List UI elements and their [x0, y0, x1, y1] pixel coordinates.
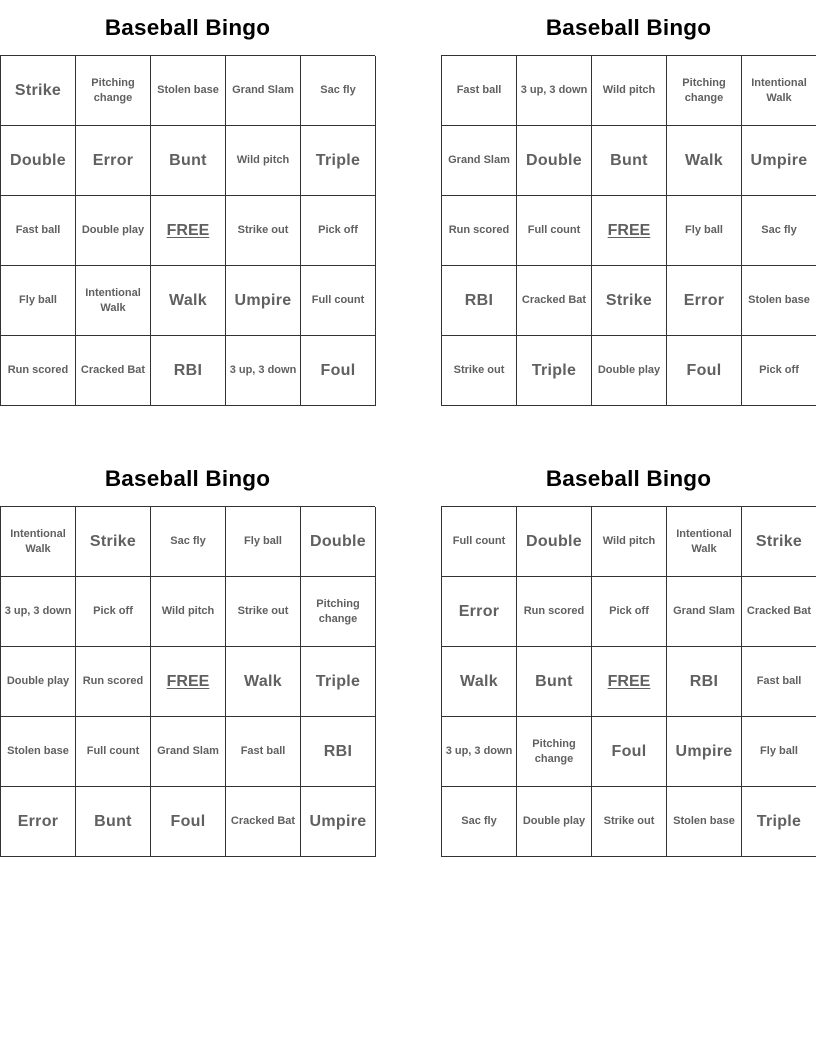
bingo-cell: Foul: [592, 717, 667, 787]
bingo-grid: [0, 55, 375, 406]
bingo-cell: Double: [517, 126, 592, 196]
bingo-card: [0, 0, 375, 406]
bingo-card: [441, 451, 816, 857]
bingo-cell: Walk: [226, 647, 301, 717]
bingo-cell: Intentional Walk: [742, 56, 816, 126]
bingo-grid: [441, 55, 816, 406]
bingo-cell: Double play: [76, 196, 151, 266]
bingo-cell: Intentional Walk: [76, 266, 151, 336]
bingo-cell: Cracked Bat: [517, 266, 592, 336]
bingo-cell: Fast ball: [442, 56, 517, 126]
bingo-cell: Full count: [517, 196, 592, 266]
bingo-cell: RBI: [301, 717, 376, 787]
bingo-cell: Error: [442, 577, 517, 647]
bingo-cell: Fly ball: [1, 266, 76, 336]
bingo-cell: Triple: [517, 336, 592, 406]
bingo-card: [0, 451, 375, 857]
bingo-cell: Run scored: [442, 196, 517, 266]
bingo-cell: Strike: [592, 266, 667, 336]
bingo-cell: Pitching change: [76, 56, 151, 126]
bingo-cell: Strike out: [442, 336, 517, 406]
bingo-grid: [0, 506, 375, 857]
bingo-cell: Error: [76, 126, 151, 196]
bingo-cell: Pitching change: [517, 717, 592, 787]
free-space: FREE: [592, 647, 667, 717]
bingo-cell: Cracked Bat: [226, 787, 301, 857]
bingo-cell: Double: [517, 507, 592, 577]
bingo-cell: Stolen base: [742, 266, 816, 336]
bingo-cell: Sac fly: [442, 787, 517, 857]
bingo-cell: Umpire: [742, 126, 816, 196]
bingo-cell: Fly ball: [226, 507, 301, 577]
bingo-cell: Run scored: [517, 577, 592, 647]
bingo-cell: Full count: [301, 266, 376, 336]
bingo-cell: Fast ball: [742, 647, 816, 717]
bingo-cell: Fly ball: [667, 196, 742, 266]
bingo-cell: Bunt: [517, 647, 592, 717]
free-space: FREE: [592, 196, 667, 266]
bingo-cell: Foul: [301, 336, 376, 406]
bingo-cell: RBI: [667, 647, 742, 717]
bingo-card: [441, 0, 816, 406]
bingo-cell: Cracked Bat: [742, 577, 816, 647]
bingo-cell: Umpire: [226, 266, 301, 336]
card-title: Baseball Bingo: [545, 466, 712, 491]
bingo-cell: Stolen base: [151, 56, 226, 126]
bingo-cell: Error: [667, 266, 742, 336]
bingo-cell: Walk: [667, 126, 742, 196]
bingo-cell: Triple: [742, 787, 816, 857]
bingo-cell: Triple: [301, 126, 376, 196]
bingo-cell: 3 up, 3 down: [517, 56, 592, 126]
bingo-cell: Grand Slam: [226, 56, 301, 126]
bingo-cell: Foul: [667, 336, 742, 406]
bingo-cell: Strike out: [226, 196, 301, 266]
bingo-cell: Bunt: [76, 787, 151, 857]
bingo-cell: Pick off: [592, 577, 667, 647]
bingo-cell: Fly ball: [742, 717, 816, 787]
bingo-cell: Intentional Walk: [1, 507, 76, 577]
card-title: Baseball Bingo: [104, 466, 271, 491]
bingo-cell: Foul: [151, 787, 226, 857]
bingo-cell: Strike out: [592, 787, 667, 857]
bingo-cell: RBI: [151, 336, 226, 406]
bingo-cell: Error: [1, 787, 76, 857]
bingo-cell: Umpire: [301, 787, 376, 857]
bingo-cell: Umpire: [667, 717, 742, 787]
bingo-cell: Double play: [517, 787, 592, 857]
bingo-cell: Stolen base: [667, 787, 742, 857]
bingo-cell: 3 up, 3 down: [442, 717, 517, 787]
bingo-cell: Full count: [442, 507, 517, 577]
bingo-cell: Grand Slam: [667, 577, 742, 647]
bingo-grid: [441, 506, 816, 857]
bingo-cell: Pitching change: [667, 56, 742, 126]
bingo-cell: Wild pitch: [226, 126, 301, 196]
card-title: Baseball Bingo: [104, 15, 271, 40]
bingo-cell: Double: [1, 126, 76, 196]
bingo-cell: Wild pitch: [592, 56, 667, 126]
bingo-cell: Sac fly: [151, 507, 226, 577]
bingo-cell: Double play: [1, 647, 76, 717]
free-space: FREE: [151, 196, 226, 266]
bingo-cell: Strike: [1, 56, 76, 126]
bingo-cell: Pick off: [76, 577, 151, 647]
bingo-cell: Cracked Bat: [76, 336, 151, 406]
bingo-cell: Walk: [442, 647, 517, 717]
bingo-cell: Grand Slam: [442, 126, 517, 196]
bingo-cell: Run scored: [76, 647, 151, 717]
bingo-cell: Strike: [742, 507, 816, 577]
bingo-cell: Wild pitch: [592, 507, 667, 577]
bingo-cell: Walk: [151, 266, 226, 336]
bingo-cell: Intentional Walk: [667, 507, 742, 577]
bingo-cell: 3 up, 3 down: [226, 336, 301, 406]
bingo-cell: Sac fly: [742, 196, 816, 266]
bingo-cell: 3 up, 3 down: [1, 577, 76, 647]
bingo-cell: Stolen base: [1, 717, 76, 787]
bingo-cell: Fast ball: [1, 196, 76, 266]
bingo-cell: Triple: [301, 647, 376, 717]
bingo-cell: Double play: [592, 336, 667, 406]
bingo-cell: Bunt: [592, 126, 667, 196]
bingo-cell: Pick off: [301, 196, 376, 266]
bingo-cell: Sac fly: [301, 56, 376, 126]
bingo-cell: Double: [301, 507, 376, 577]
bingo-cell: Run scored: [1, 336, 76, 406]
bingo-cell: Full count: [76, 717, 151, 787]
bingo-cell: Grand Slam: [151, 717, 226, 787]
card-title: Baseball Bingo: [545, 15, 712, 40]
bingo-cell: Fast ball: [226, 717, 301, 787]
bingo-cell: RBI: [442, 266, 517, 336]
bingo-cell: Strike out: [226, 577, 301, 647]
bingo-cell: Pitching change: [301, 577, 376, 647]
bingo-cell: Bunt: [151, 126, 226, 196]
bingo-cell: Wild pitch: [151, 577, 226, 647]
bingo-cell: Strike: [76, 507, 151, 577]
bingo-cell: Pick off: [742, 336, 816, 406]
free-space: FREE: [151, 647, 226, 717]
